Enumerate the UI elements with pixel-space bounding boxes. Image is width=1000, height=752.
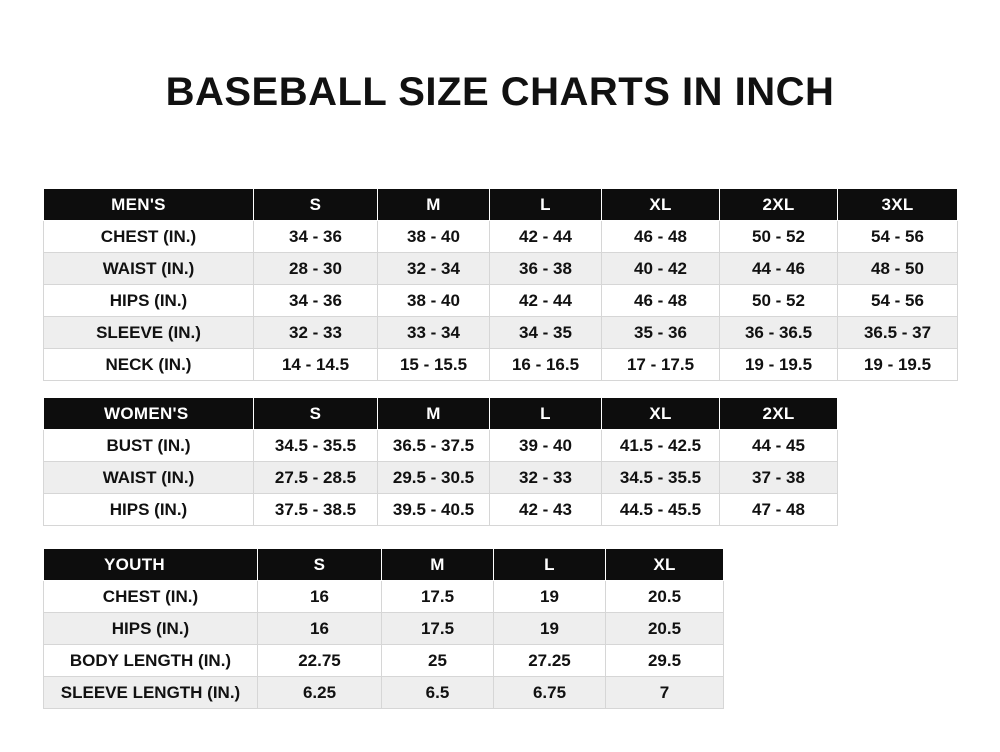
- cell: 27.25: [494, 645, 606, 677]
- cell: 44.5 - 45.5: [602, 494, 720, 526]
- cell: 44 - 46: [720, 253, 838, 285]
- mens-table-body: [44, 221, 958, 381]
- womens-table-header: [44, 398, 838, 430]
- cell: 46 - 48: [602, 285, 720, 317]
- cell: 37 - 38: [720, 462, 838, 494]
- mens-header-m: M: [378, 189, 490, 221]
- row-label: HIPS (IN.): [44, 613, 258, 645]
- youth-header-m: M: [382, 549, 494, 581]
- cell: 37.5 - 38.5: [254, 494, 378, 526]
- womens-table-body: [44, 430, 838, 526]
- womens-header-s: S: [254, 398, 378, 430]
- mens-header-xl: XL: [602, 189, 720, 221]
- cell: 36 - 38: [490, 253, 602, 285]
- youth-header-s: S: [258, 549, 382, 581]
- cell: 19 - 19.5: [838, 349, 958, 381]
- cell: 6.75: [494, 677, 606, 709]
- mens-header-l: L: [490, 189, 602, 221]
- cell: 54 - 56: [838, 285, 958, 317]
- cell: 19 - 19.5: [720, 349, 838, 381]
- cell: 19: [494, 613, 606, 645]
- cell: 34 - 35: [490, 317, 602, 349]
- page-title: BASEBALL SIZE CHARTS IN INCH: [165, 70, 835, 114]
- table-header-row: [44, 398, 838, 430]
- youth-header-label: YOUTH: [44, 549, 258, 581]
- cell: 7: [606, 677, 724, 709]
- table-header-row: [44, 549, 724, 581]
- cell: 16: [258, 613, 382, 645]
- womens-header-xl: XL: [602, 398, 720, 430]
- cell: 39.5 - 40.5: [378, 494, 490, 526]
- womens-size-table: [43, 397, 838, 526]
- youth-table-header: [44, 549, 724, 581]
- cell: 14 - 14.5: [254, 349, 378, 381]
- cell: 42 - 44: [490, 285, 602, 317]
- cell: 16 - 16.5: [490, 349, 602, 381]
- cell: 48 - 50: [838, 253, 958, 285]
- cell: 17 - 17.5: [602, 349, 720, 381]
- table-row: [44, 349, 958, 381]
- cell: 28 - 30: [254, 253, 378, 285]
- womens-header-m: M: [378, 398, 490, 430]
- youth-table-body: [44, 581, 724, 709]
- cell: 40 - 42: [602, 253, 720, 285]
- cell: 50 - 52: [720, 221, 838, 253]
- cell: 17.5: [382, 613, 494, 645]
- cell: 32 - 33: [490, 462, 602, 494]
- cell: 32 - 33: [254, 317, 378, 349]
- cell: 41.5 - 42.5: [602, 430, 720, 462]
- cell: 20.5: [606, 613, 724, 645]
- cell: 16: [258, 581, 382, 613]
- table-header-row: [44, 189, 958, 221]
- row-label: HIPS (IN.): [44, 285, 254, 317]
- row-label: CHEST (IN.): [44, 221, 254, 253]
- cell: 25: [382, 645, 494, 677]
- cell: 42 - 43: [490, 494, 602, 526]
- row-label: BODY LENGTH (IN.): [44, 645, 258, 677]
- table-row: [44, 677, 724, 709]
- cell: 42 - 44: [490, 221, 602, 253]
- table-row: [44, 430, 838, 462]
- table-row: [44, 645, 724, 677]
- mens-header-s: S: [254, 189, 378, 221]
- row-label: WAIST (IN.): [44, 253, 254, 285]
- cell: 15 - 15.5: [378, 349, 490, 381]
- mens-header-2xl: 2XL: [720, 189, 838, 221]
- cell: 17.5: [382, 581, 494, 613]
- table-row: [44, 317, 958, 349]
- row-label: NECK (IN.): [44, 349, 254, 381]
- cell: 50 - 52: [720, 285, 838, 317]
- table-row: [44, 285, 958, 317]
- row-label: CHEST (IN.): [44, 581, 258, 613]
- cell: 34.5 - 35.5: [254, 430, 378, 462]
- cell: 36.5 - 37: [838, 317, 958, 349]
- mens-size-table: [43, 188, 958, 381]
- cell: 22.75: [258, 645, 382, 677]
- cell: 33 - 34: [378, 317, 490, 349]
- cell: 47 - 48: [720, 494, 838, 526]
- row-label: WAIST (IN.): [44, 462, 254, 494]
- row-label: SLEEVE (IN.): [44, 317, 254, 349]
- row-label: BUST (IN.): [44, 430, 254, 462]
- youth-header-xl: XL: [606, 549, 724, 581]
- table-row: [44, 613, 724, 645]
- cell: 36 - 36.5: [720, 317, 838, 349]
- cell: 6.25: [258, 677, 382, 709]
- youth-size-table: [43, 548, 724, 709]
- cell: 20.5: [606, 581, 724, 613]
- table-row: [44, 253, 958, 285]
- cell: 19: [494, 581, 606, 613]
- cell: 38 - 40: [378, 221, 490, 253]
- table-row: [44, 221, 958, 253]
- cell: 29.5: [606, 645, 724, 677]
- row-label: HIPS (IN.): [44, 494, 254, 526]
- cell: 6.5: [382, 677, 494, 709]
- womens-header-2xl: 2XL: [720, 398, 838, 430]
- table-row: [44, 581, 724, 613]
- cell: 54 - 56: [838, 221, 958, 253]
- row-label: SLEEVE LENGTH (IN.): [44, 677, 258, 709]
- womens-header-label: WOMEN'S: [44, 398, 254, 430]
- cell: 38 - 40: [378, 285, 490, 317]
- cell: 29.5 - 30.5: [378, 462, 490, 494]
- youth-header-l: L: [494, 549, 606, 581]
- cell: 36.5 - 37.5: [378, 430, 490, 462]
- womens-header-l: L: [490, 398, 602, 430]
- mens-table-header: [44, 189, 958, 221]
- cell: 27.5 - 28.5: [254, 462, 378, 494]
- cell: 34.5 - 35.5: [602, 462, 720, 494]
- mens-header-3xl: 3XL: [838, 189, 958, 221]
- table-row: [44, 462, 838, 494]
- cell: 35 - 36: [602, 317, 720, 349]
- cell: 44 - 45: [720, 430, 838, 462]
- cell: 34 - 36: [254, 221, 378, 253]
- cell: 39 - 40: [490, 430, 602, 462]
- cell: 34 - 36: [254, 285, 378, 317]
- table-row: [44, 494, 838, 526]
- cell: 32 - 34: [378, 253, 490, 285]
- cell: 46 - 48: [602, 221, 720, 253]
- mens-header-label: MEN'S: [44, 189, 254, 221]
